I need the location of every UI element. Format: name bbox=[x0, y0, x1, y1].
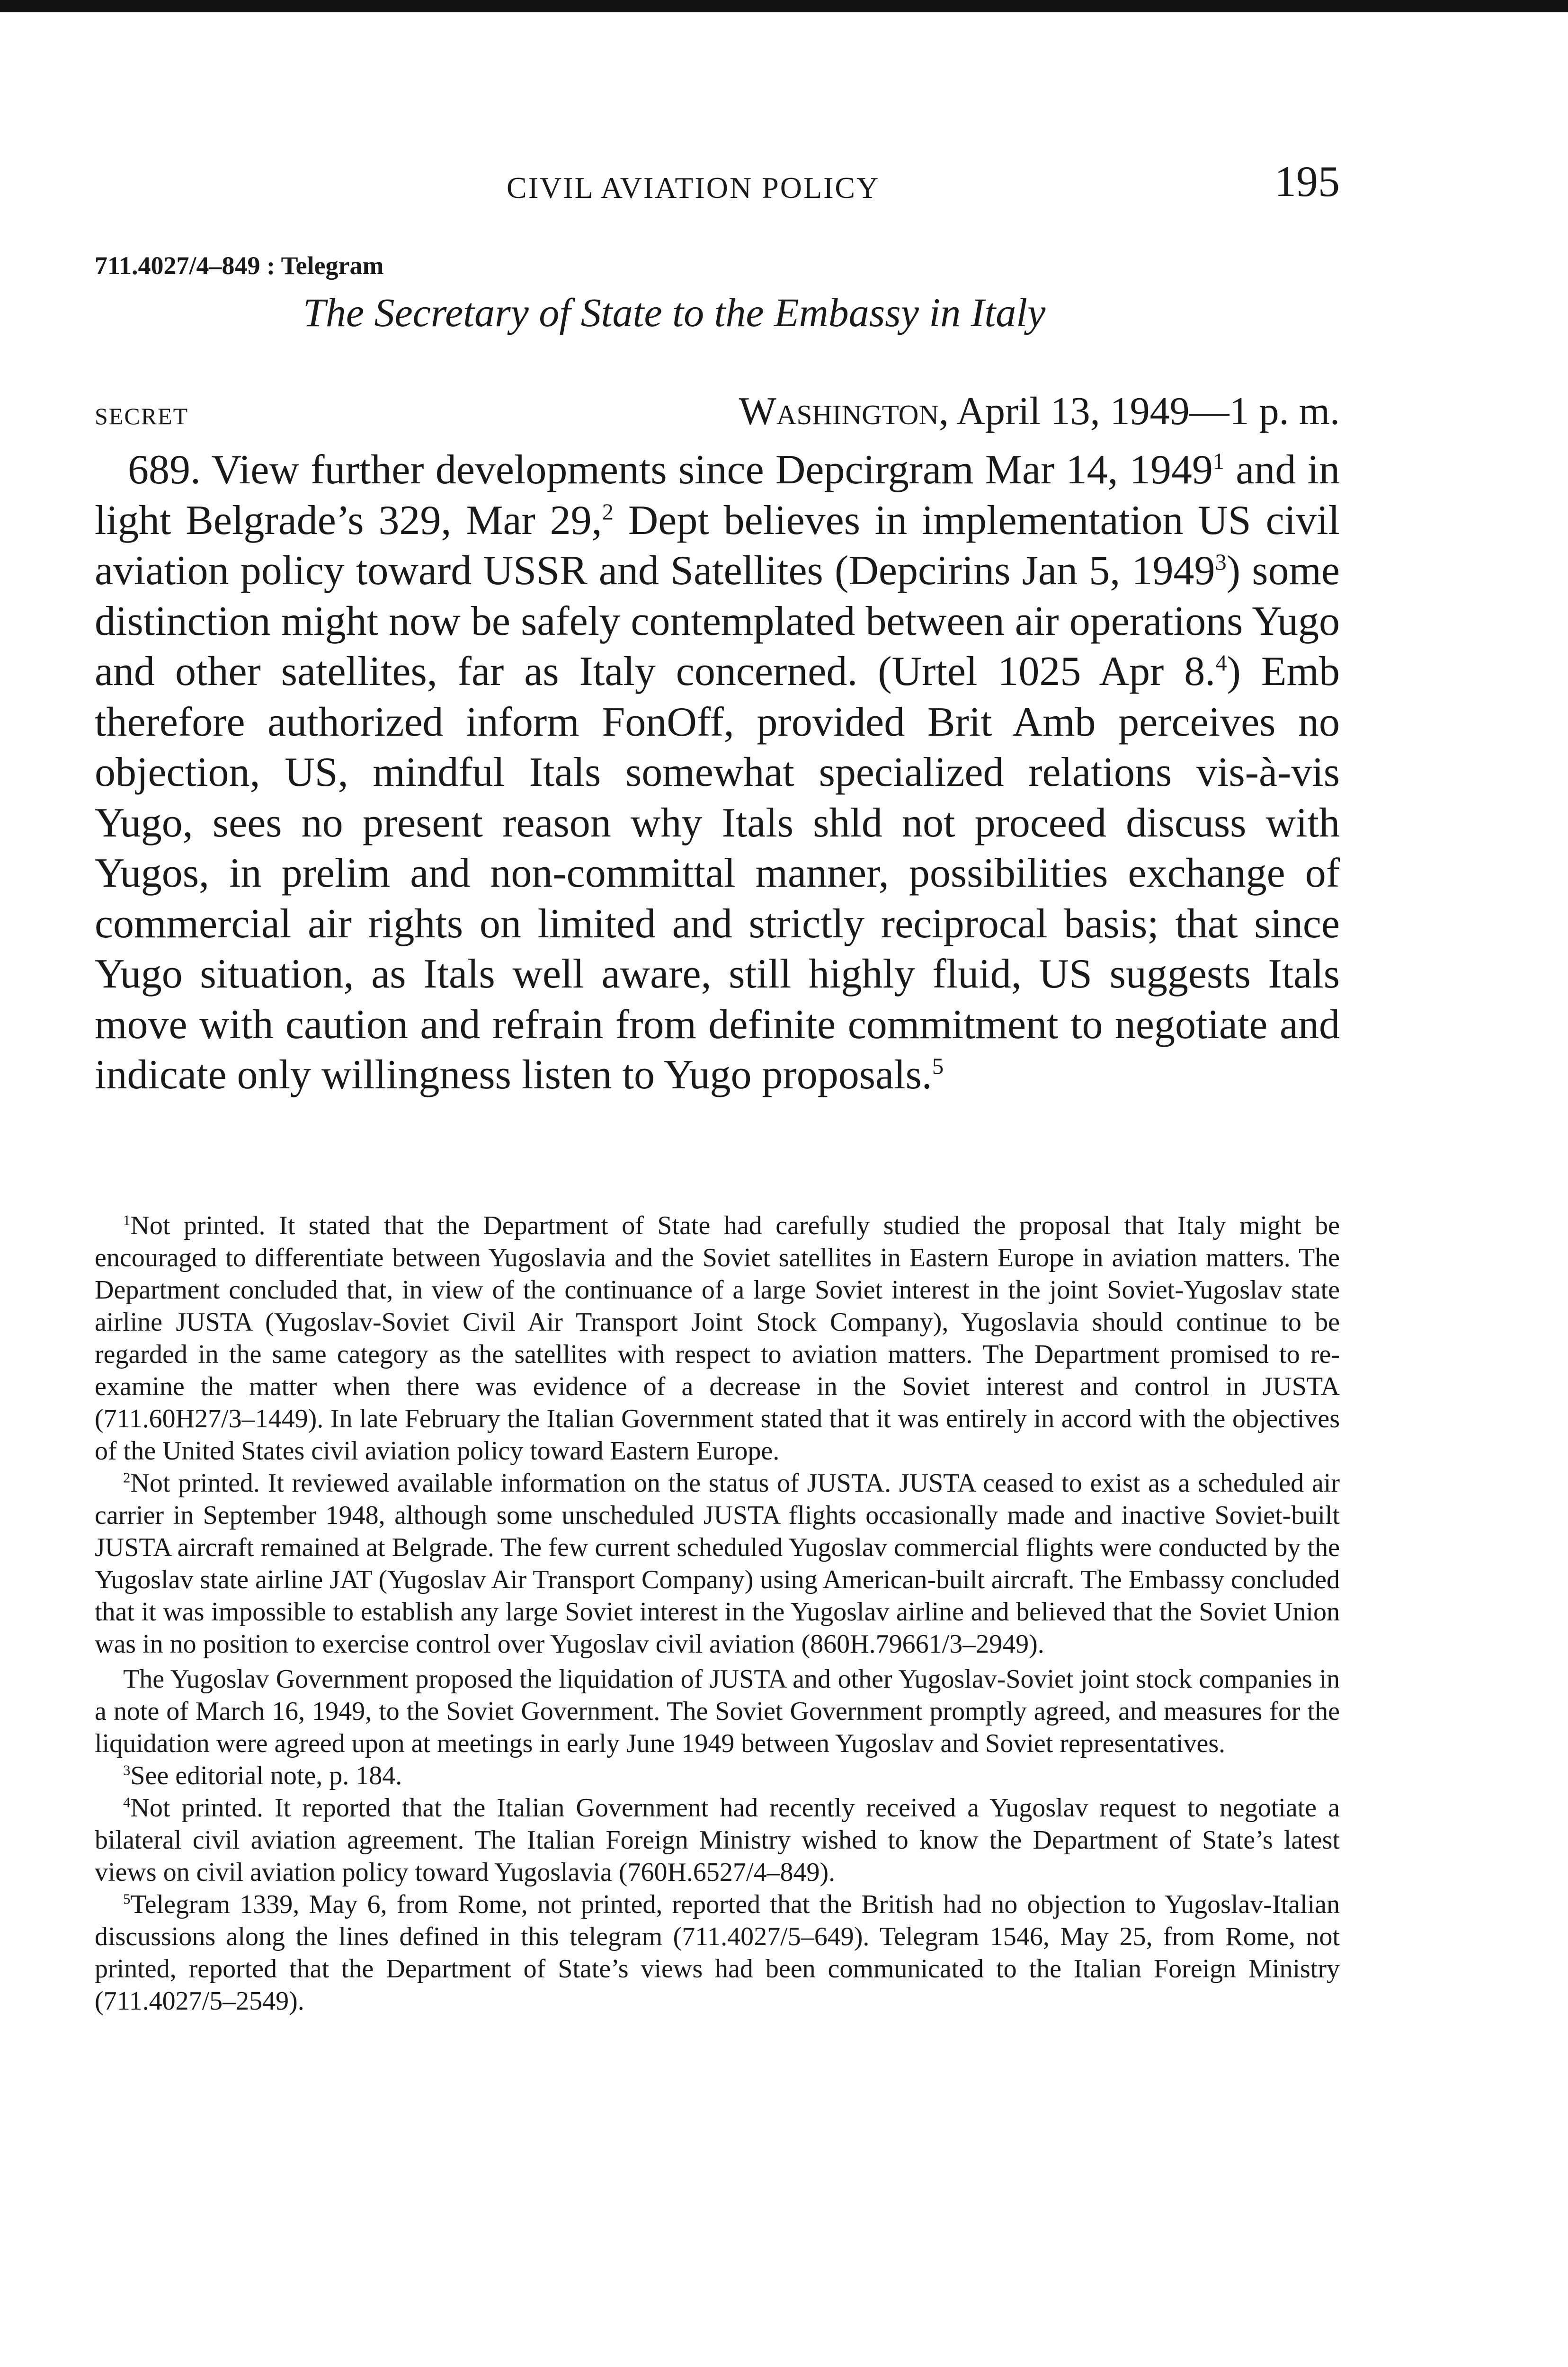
footnote-ref-5: 5 bbox=[932, 1054, 944, 1079]
footnote-3 bbox=[95, 1760, 1340, 1792]
dateline bbox=[739, 388, 1340, 434]
body-text-5: ) Emb therefore authorized inform FonOff, provided Brit Amb perceives no objection, US, mindful Itals somewhat specialized relations vis-à-vis Yugo, sees no present reason why Itals shld not proceed discuss with Yugos, in prelim and non-committal manner, possibilities exchange of commercial air rights on limited and strictly reciprocal basis; that since Yugo situation, as Itals well aware, still highly fluid, US suggests Itals move with caution and refrain from definite commitment to negotiate and indicate only willingness listen to Yugo proposals. bbox=[95, 649, 1340, 1098]
footnote-ref-2: 2 bbox=[602, 499, 614, 525]
footnote-1 bbox=[95, 1210, 1340, 1467]
footnote-5 bbox=[95, 1888, 1340, 2017]
dateline-date: April 13, 1949—1 p. m. bbox=[948, 389, 1340, 433]
footnote-2 bbox=[95, 1467, 1340, 1660]
body-text-4: ) some distinction might now be safely contemplated between air operations Yugo and other satellites, far as Italy concerned. (Urtel 1025 Apr 8. bbox=[95, 548, 1340, 694]
body-text-2: and in light Belgrade’s 329, Mar 29, bbox=[95, 447, 1340, 543]
body-text-1: 689. View further developments since Depcirgram Mar 14, 1949 bbox=[128, 447, 1213, 493]
footnote-mark: 3 bbox=[123, 1762, 131, 1779]
footnote-mark: 1 bbox=[123, 1212, 131, 1228]
document-title: The Secretary of State to the Embassy in Italy bbox=[303, 290, 1046, 335]
footnote-4 bbox=[95, 1792, 1340, 1888]
footnote-ref-3: 3 bbox=[1215, 550, 1227, 575]
classification-label: SECRET bbox=[95, 403, 189, 429]
footnote-mark: 4 bbox=[123, 1794, 131, 1811]
footnote-text: Telegram 1339, May 6, from Rome, not printed, reported that the British had no objection to Yugoslav-Italian discussions along the lines defined in this telegram (711.4027/5–649). Telegram 1546, May 25, from Rome, not printed, reported that the Department of State’s views had been communicated to the Italian Foreign Ministry (711.4027/5–2549). bbox=[95, 1890, 1340, 2016]
footnote-text: Not printed. It reported that the Italian Government had recently received a Yugoslav request to negotiate a bilateral civil aviation agreement. The Italian Foreign Ministry wished to know the Department of State’s latest views on civil aviation policy toward Yugoslavia (760H.6527/4–849). bbox=[95, 1793, 1340, 1887]
footnote-mark: 2 bbox=[123, 1469, 131, 1486]
page-top-edge bbox=[0, 0, 1568, 12]
footnotes bbox=[95, 1210, 1340, 2017]
footnote-text: Not printed. It stated that the Department of State had carefully studied the proposal that Italy might be encouraged to differentiate between Yugoslavia and the Soviet satellites in Eastern Europe in aviation matters. The Department concluded that, in view of the continuance of a large Soviet interest in the joint Soviet-Yugoslav state airline JUSTA (Yugoslav-Soviet Civil Air Transport Joint Stock Company), Yugoslavia should continue to be regarded in the same category as the satellites with respect to aviation matters. The Department promised to re-examine the matter when there was evidence of a decrease in the Soviet interest and control in JUSTA (711.60H27/3–1449). In late February the Italian Government stated that it was entirely in accord with the objectives of the United States civil aviation policy toward Eastern Europe. bbox=[95, 1211, 1340, 1466]
footnote-mark: 5 bbox=[123, 1891, 131, 1907]
running-head bbox=[95, 156, 1340, 213]
telegram-body bbox=[95, 445, 1340, 1101]
footnote-2-continued bbox=[95, 1663, 1340, 1760]
dateline-place: Washington, bbox=[739, 389, 949, 433]
body-paragraph bbox=[95, 445, 1340, 1101]
footnote-text: The Yugoslav Government proposed the liquidation of JUSTA and other Yugoslav-Soviet joint stock companies in a note of March 16, 1949, to the Soviet Government. The Soviet Government promptly agreed, and measures for the liquidation were agreed upon at meetings in early June 1949 between Yugoslav and Soviet representatives. bbox=[95, 1664, 1340, 1758]
footnote-text: Not printed. It reviewed available information on the status of JUSTA. JUSTA ceased to exist as a scheduled air carrier in September 1948, although some unscheduled JUSTA flights occasionally made and inactive Soviet-built JUSTA aircraft remained at Belgrade. The few current scheduled Yugoslav commercial flights were conducted by the Yugoslav state airline JAT (Yugoslav Air Transport Company) using American-built aircraft. The Embassy concluded that it was impossible to establish any large Soviet interest in the Yugoslav airline and believed that the Soviet Union was in no position to exercise control over Yugoslav civil aviation (860H.79661/3–2949). bbox=[95, 1468, 1340, 1659]
page-number: 195 bbox=[1274, 157, 1340, 205]
running-title: CIVIL AVIATION POLICY bbox=[507, 171, 880, 205]
footnote-ref-4: 4 bbox=[1215, 650, 1227, 676]
footnote-text: See editorial note, p. 184. bbox=[130, 1761, 402, 1790]
document-file-number: 711.4027/4–849 : Telegram bbox=[95, 251, 384, 280]
body-text-3: Dept believes in implementation US civil aviation policy toward USSR and Satellites (Depcirins Jan 5, 1949 bbox=[95, 497, 1340, 594]
footnote-ref-1: 1 bbox=[1212, 449, 1225, 474]
